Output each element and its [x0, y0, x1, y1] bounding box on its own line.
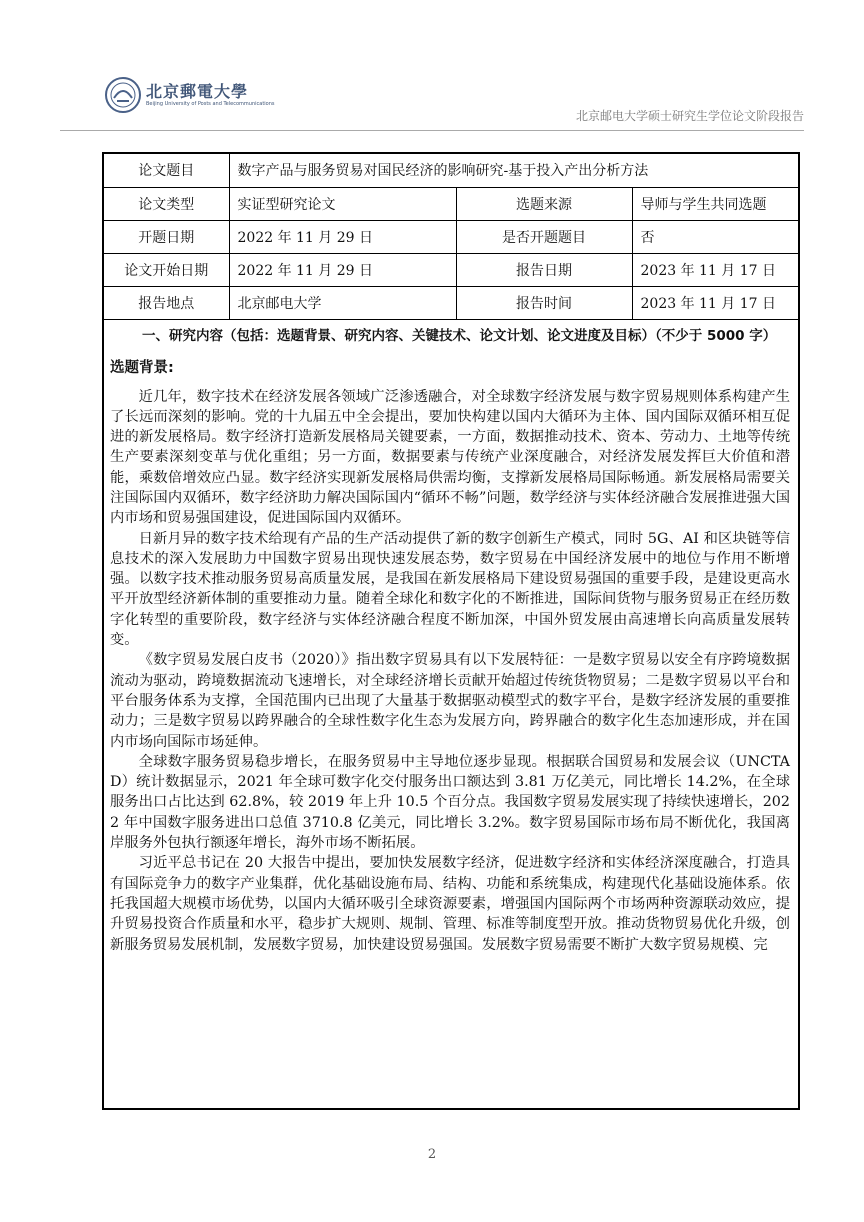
proposal-date-label: 开题日期 — [104, 220, 229, 253]
thesis-title-label: 论文题目 — [104, 154, 229, 187]
report-title: 北京邮电大学硕士研究生学位论文阶段报告 — [575, 109, 804, 123]
research-content-title: 一、研究内容（包括：选题背景、研究内容、关键技术、论文计划、论文进度及目标）（不少于 5000 字） — [142, 327, 777, 344]
report-time-label: 报告时间 — [456, 286, 632, 319]
start-date: 2022 年 11 月 29 日 — [229, 253, 456, 286]
university-name-en: Beijing University of Posts and Telecommunications — [146, 101, 275, 107]
thesis-title: 数字产品与服务贸易对国民经济的影响研究-基于投入产出分析方法 — [229, 154, 800, 187]
body-text — [104, 377, 798, 955]
topic-source-label: 选题来源 — [456, 187, 632, 220]
header-divider — [60, 130, 804, 131]
paragraph: 《数字贸易发展白皮书（2020）》指出数字贸易具有以下发展特征：一是数字贸易以安全有序跨境数据流动为驱动，跨境数据流动飞速增长，对全球经济增长贡献开始超过传统货物贸易；二是数字贸易以平台和平台服务体系为支撑，全国范围内已出现了大量基于数据驱动模型式的数字平台，是数字经济发展的重要推动力；三是数字贸易以跨界融合的全球性数字化生态为发展方向，跨界融合的数字化生态加速形成，并在国内市场向国际市场延伸。 — [110, 652, 790, 750]
background-heading: 选题背景: — [110, 359, 174, 376]
location: 北京邮电大学 — [229, 286, 456, 319]
thesis-type: 实证型研究论文 — [229, 187, 456, 220]
paragraph: 日新月异的数字技术给现有产品的生产活动提供了新的数字创新生产模式，同时 5G、AI 和区块链等信息技术的深入发展助力中国数字贸易出现快速发展态势，数字贸易在中国经济发展中的地位与作用不断增强。以数字技术推动服务贸易高质量发展，是我国在新发展格局下建设贸易强国的重要手段，是建设更高水平开放型经济新体制的重要推动力量。随着全球化和数字化的不断推进，国际间货物与服务贸易正在经历数字化转型的重要阶段，数字经济与实体经济融合程度不断加深，中国外贸发展由高速增长向高质量发展转变。 — [110, 530, 790, 649]
location-label: 报告地点 — [104, 286, 229, 319]
table-row — [104, 187, 800, 220]
page-number: 2 — [427, 1147, 437, 1162]
report-frame — [102, 152, 800, 1110]
university-logo — [104, 76, 275, 116]
proposal-date: 2022 年 11 月 29 日 — [229, 220, 456, 253]
paragraph: 全球数字服务贸易稳步增长，在服务贸易中主导地位逐步显现。根据联合国贸易和发展会议（UNCTAD）统计数据显示，2021 年全球可数字化交付服务出口额达到 3.81 万亿美元，同比增长 14.2%，在全球服务出口占比达到 62.8%，较 2019 年上升 10.5 个百分点。我国数字贸易发展实现了持续快速增长，2022 年中国数字服务进出口总值 3710.8 亿美元，同比增长 3.2%。数字贸易国际市场布局不断优化，我国离岸服务外包执行额逐年增长，海外市场不断拓展。 — [110, 753, 790, 852]
table-row — [104, 154, 800, 187]
university-name: 北京郵電大學 — [146, 82, 249, 101]
info-table — [104, 154, 800, 320]
table-row — [104, 253, 800, 286]
report-date-label: 报告日期 — [456, 253, 632, 286]
start-date-label: 论文开始日期 — [104, 253, 229, 286]
is-proposal-topic-label: 是否开题题目 — [456, 220, 632, 253]
paragraph: 习近平总书记在 20 大报告中提出，要加快发展数字经济，促进数字经济和实体经济深度融合，打造具有国际竞争力的数字产业集群，优化基础设施布局、结构、功能和系统集成，构建现代化基础设施体系。依托我国超大规模市场优势，以国内大循环吸引全球资源要素，增强国内国际两个市场两种资源联动效应，提升贸易投资合作质量和水平，稳步扩大规则、规制、管理、标准等制度型开放。推动货物贸易优化升级，创新服务贸易发展机制，发展数字贸易，加快建设贸易强国。发展数字贸易需要不断扩大数字贸易规模、完 — [110, 855, 790, 953]
paragraph: 近几年，数字技术在经济发展各领域广泛渗透融合，对全球数字经济发展与数字贸易规则体系构建产生了长远而深刻的影响。党的十九届五中全会提出，要加快构建以国内大循环为主体、国内国际双循环相互促进的新发展格局。数字经济打造新发展格局关键要素，一方面，数据推动技术、资本、劳动力、土地等传统生产要素深刻变革与优化重组；另一方面，数据要素与传统产业深度融合，对经济发展发挥巨大价值和潜能，乘数倍增效应凸显。数字经济实现新发展格局供需均衡，支撑新发展格局国际畅通。新发展格局需要关注国际国内双循环，数字经济助力解决国际国内“循环不畅”问题，数学经济与实体经济融合发展推进强大国内市场和贸易强国建设，促进国际国内双循环。 — [110, 388, 790, 527]
topic-source: 导师与学生共同选题 — [632, 187, 800, 220]
university-emblem-icon — [104, 76, 142, 114]
table-row — [104, 286, 800, 319]
thesis-type-label: 论文类型 — [104, 187, 229, 220]
table-row — [104, 220, 800, 253]
is-proposal-topic: 否 — [632, 220, 800, 253]
report-date: 2023 年 11 月 17 日 — [632, 253, 800, 286]
report-time: 2023 年 11 月 17 日 — [632, 286, 800, 319]
